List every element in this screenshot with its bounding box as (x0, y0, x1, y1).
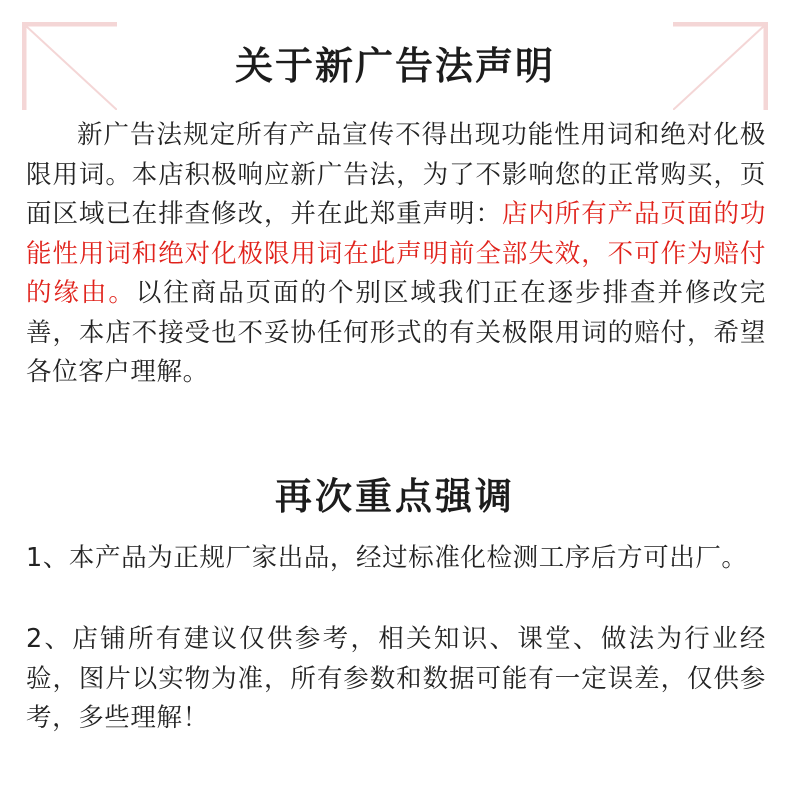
emphasis-item-2: 2、店铺所有建议仅供参考，相关知识、课堂、做法为行业经验，图片以实物为准，所有参数和数据可能有一定误差，仅供参考，多些理解！ (26, 624, 766, 733)
notice-text-part2: 以往商品页面的个别区域我们正在逐步排查并修改完善，本店不接受也不妥协任何形式的有关极限用词的赔付，希望各位客户理解。 (26, 278, 766, 387)
notice-text-part1: 新广告法规定所有产品宣传不得出现功能性用词和绝对化极限用词。本店积极响应新广告法，为了不影响您的正常购买，页面区域已在排查修改，并在此郑重声明： (26, 120, 766, 229)
emphasis-title: 再次重点强调 (275, 474, 515, 518)
notice-title: 关于新广告法声明 (234, 43, 555, 88)
emphasis-item-1: 1、本产品为正规厂家出品，经过标准化检测工序后方可出厂。 (26, 543, 748, 573)
notice-paragraph (26, 116, 766, 393)
notice-highlight-text: 店内所有产品页面的功能性用词和绝对化极限用词在此声明前全部失效，不可作为赔付的缘由。 (26, 199, 766, 308)
